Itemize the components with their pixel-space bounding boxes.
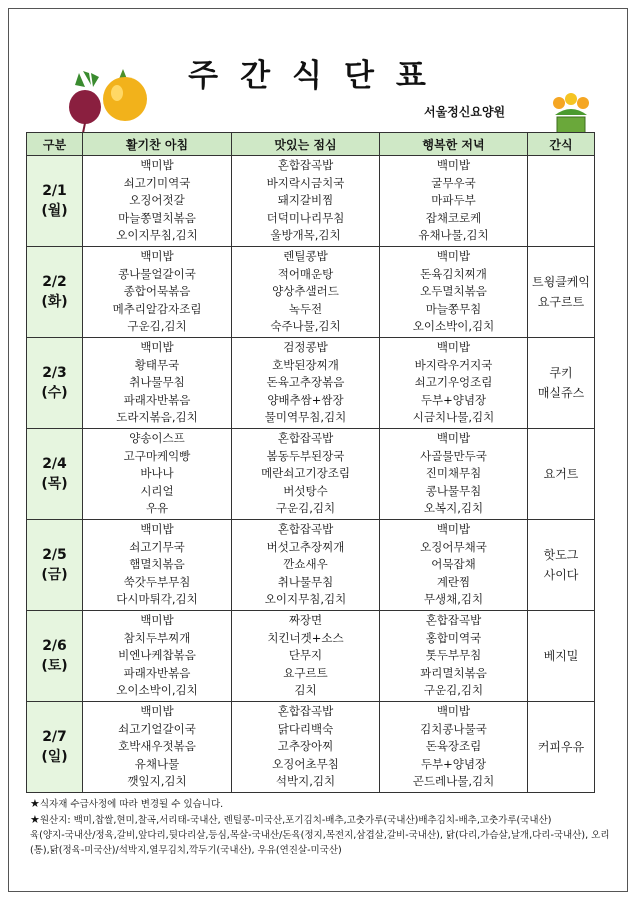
menu-item: 도라지볶음,김치 [116,410,198,425]
snack-cell [528,156,595,247]
menu-item: 메란쇠고기장조림 [261,466,350,481]
menu-item: 취나물무침 [129,375,185,390]
menu-item: 백미밥 [140,522,174,537]
snack-item: 트윙클케익 [532,275,590,289]
day-date: 2/5 [42,547,67,563]
header-category: 구분 [27,133,83,156]
menu-item: 무생채,김치 [423,592,484,607]
menu-item: 콩나물무침 [425,483,482,498]
menu-item: 백미밥 [436,431,471,446]
header-breakfast: 활기찬 아침 [83,133,232,156]
header-dinner: 행복한 저녁 [380,133,528,156]
menu-item: 마늘쫑무침 [425,301,482,316]
day-cell [27,429,83,520]
menu-item: 물미역무침,김치 [264,410,347,425]
menu-item: 요구르트 [283,665,328,680]
day-date: 2/6 [42,638,67,654]
menu-item: 우유 [145,501,169,516]
table-row [27,338,595,429]
menu-item: 오두멸치볶음 [420,284,487,299]
vegetables-icon [61,67,161,133]
table-row [27,156,595,247]
menu-item: 황태무국 [134,357,180,372]
menu-item: 시금치나물,김치 [412,410,495,425]
table-row [27,520,595,611]
day-cell [27,156,83,247]
menu-item: 적어매운탕 [277,266,334,281]
menu-item: 구운김,김치 [275,501,336,516]
menu-item: 유채나물 [134,756,180,771]
breakfast-cell [83,520,232,611]
menu-item: 쇠고기미역국 [123,175,191,190]
menu-item: 울방개목,김치 [270,228,341,243]
menu-item: 백미밥 [140,340,174,355]
snack-cell [528,338,595,429]
menu-item: 메추리알감자조림 [112,301,202,316]
menu-item: 석박지,김치 [275,774,336,789]
menu-item: 고구마케익빵 [123,448,191,463]
menu-item: 햄멸치볶음 [129,557,185,572]
menu-item: 김치 [294,683,317,698]
menu-item: 백미밥 [140,158,174,173]
day-date: 2/4 [42,456,67,472]
menu-item: 백미밥 [140,613,174,628]
menu-item: 백미밥 [436,704,471,719]
lunch-cell [232,429,380,520]
table-row [27,247,595,338]
menu-item: 고추장아찌 [277,739,334,754]
day-of-week: (목) [41,476,68,492]
lunch-cell [232,702,380,793]
page-title: 주간식단표 [188,58,448,94]
menu-item: 구운김,김치 [423,683,484,698]
menu-item: 계란찜 [436,574,471,589]
menu-item: 호박된장찌개 [272,357,339,372]
snack-cell [528,520,595,611]
table-header-row [27,133,595,156]
menu-item: 혼합잡곡밥 [425,613,482,628]
menu-item: 백미밥 [436,158,471,173]
menu-item: 종합어묵볶음 [123,284,191,299]
menu-item: 숙주나물,김치 [270,319,341,334]
table-row [27,611,595,702]
dinner-cell [380,429,528,520]
notes [30,796,610,858]
menu-item: 마파두부 [431,193,476,208]
menu-item: 톳두부무침 [425,648,482,663]
menu-item: 쑥갓두부무침 [123,574,191,589]
menu-item: 콩나물얼갈이국 [118,266,196,281]
day-cell [27,702,83,793]
header-snack: 간식 [528,133,595,156]
menu-item: 오징어젓갈 [129,193,185,208]
breakfast-cell [83,702,232,793]
table-row [27,702,595,793]
snack-cell [528,429,595,520]
day-of-week: (금) [41,567,68,583]
day-date: 2/3 [42,365,67,381]
breakfast-cell [83,156,232,247]
menu-item: 백미밥 [436,522,471,537]
lunch-cell [232,520,380,611]
snack-item: 베지밀 [543,649,579,663]
menu-item: 오징어초무침 [272,756,339,771]
day-cell [27,247,83,338]
day-date: 2/1 [42,183,67,199]
breakfast-cell [83,611,232,702]
menu-item: 구운김,김치 [127,319,187,334]
menu-item: 돈육김치찌개 [420,266,487,281]
menu-item: 시리얼 [140,483,174,498]
menu-item: 참치두부찌개 [123,630,191,645]
snack-item: 핫도그 [543,548,579,562]
menu-item: 오징어무채국 [420,539,487,554]
snack-item: 요구르트 [537,295,585,309]
menu-item: 버섯탕수 [283,483,328,498]
lunch-cell [232,247,380,338]
menu-item: 양배추쌈+쌈장 [267,392,344,407]
snack-item: 사이다 [543,568,579,582]
menu-item: 단무지 [288,648,323,663]
snack-cell [528,247,595,338]
dinner-cell [380,247,528,338]
menu-item: 두부+양념장 [420,756,487,771]
lunch-cell [232,156,380,247]
menu-item: 취나물무침 [277,574,334,589]
menu-item: 깻잎지,김치 [127,774,187,789]
note-origin: ★원산지: 백미,찹쌀,현미,찰곡,서리태-국내산, 렌틸콩-미국산,포기김치-배추,고춧가루(국내산)배추김치-배추,고춧가루(국내산) [30,813,552,826]
menu-item: 파래자반볶음 [123,665,191,680]
menu-item: 꽈리멸치볶음 [420,665,487,680]
menu-item: 치킨너겟+소스 [267,630,344,645]
menu-item: 짜장면 [288,613,323,628]
menu-item: 비엔나케찹볶음 [118,648,196,663]
snack-cell [528,702,595,793]
menu-item: 오이지무침,김치 [264,592,347,607]
menu-item: 봄동두부된장국 [266,448,345,463]
dinner-cell [380,611,528,702]
snack-item: 커피우유 [537,740,585,754]
menu-item: 쇠고기무국 [129,539,185,554]
menu-item: 쇠고기우엉조림 [414,375,493,390]
menu-item: 쇠고기얼갈이국 [118,721,196,736]
note-origin-meat: 육(양지-국내산/정육,갈비,앞다리,뒷다리살,등심,목살-국내산/돈육(정지,목전지,삼겹살,갈비-국내산), 닭(다리,가슴살,날개,다리-국내산), 오리(통),닭(정육-미국산)/석박지,열무김치,깍두기(국내산), 우유(연진살-미국산) [30,830,610,856]
menu-item: 어묵잡채 [431,557,476,572]
menu-item: 녹두전 [288,301,323,316]
menu-item: 두부+양념장 [420,392,487,407]
menu-item: 양상추샐러드 [272,284,339,299]
menu-item: 홍합미역국 [425,630,482,645]
snack-item: 매실쥬스 [537,386,585,400]
dinner-cell [380,338,528,429]
organization-name: 서울정신요양원 [424,105,506,119]
menu-item: 진미채무침 [425,466,482,481]
table-row [27,429,595,520]
snack-cell [528,611,595,702]
menu-item: 유채나물,김치 [418,228,489,243]
menu-item: 오복지,김치 [423,501,484,516]
menu-item: 깐쇼새우 [283,557,328,572]
day-date: 2/2 [42,274,67,290]
menu-item: 혼합잡곡밥 [277,158,334,173]
menu-item: 버섯고추장찌개 [266,539,345,554]
menu-item: 호박새우젓볶음 [118,739,196,754]
menu-item: 백미밥 [140,704,174,719]
menu-item: 혼합잡곡밥 [277,704,334,719]
note-change: ★식자재 수급사정에 따라 변경될 수 있습니다. [30,797,224,810]
menu-item: 닭다리백숙 [277,721,334,736]
snack-item: 요거트 [543,467,579,481]
day-of-week: (수) [41,385,68,401]
menu-item: 백미밥 [436,249,471,264]
breakfast-cell [83,429,232,520]
menu-item: 파래자반볶음 [123,392,191,407]
menu-item: 검정콩밥 [283,340,328,355]
menu-item: 백미밥 [436,340,471,355]
menu-item: 다시마튀각,김치 [116,592,198,607]
menu-item: 김치콩나물국 [420,721,487,736]
day-cell [27,520,83,611]
day-of-week: (토) [41,658,68,674]
menu-item: 굴무우국 [431,175,476,190]
menu-item: 마늘쫑멸치볶음 [118,210,196,225]
menu-item: 양송이스프 [129,431,185,446]
menu-item: 오이소박이,김치 [412,319,495,334]
menu-item: 백미밥 [140,249,174,264]
breakfast-cell [83,247,232,338]
day-of-week: (화) [41,294,68,310]
menu-item: 오이지무침,김치 [116,228,198,243]
menu-item: 곤드레나물,김치 [412,774,495,789]
menu-item: 혼합잡곡밥 [277,431,334,446]
menu-item: 돈육고추장볶음 [266,375,345,390]
lunch-cell [232,338,380,429]
day-of-week: (월) [41,203,68,219]
day-of-week: (일) [41,749,68,765]
menu-item: 바지락시금치국 [266,175,345,190]
menu-item: 혼합잡곡밥 [277,522,334,537]
day-date: 2/7 [42,729,67,745]
weekly-menu-table [26,132,595,793]
menu-item: 돈육장조림 [425,739,482,754]
menu-item: 오이소박이,김치 [116,683,198,698]
dinner-cell [380,702,528,793]
dinner-cell [380,520,528,611]
breakfast-cell [83,338,232,429]
day-cell [27,338,83,429]
day-cell [27,611,83,702]
menu-item: 사골물만두국 [420,448,487,463]
snack-item: 쿠키 [549,366,573,380]
lunch-cell [232,611,380,702]
menu-item: 바지락우거지국 [414,357,493,372]
menu-item: 렌틸콩밥 [283,249,328,264]
menu-item: 바나나 [140,466,174,481]
menu-item: 돼지갈비찜 [277,193,334,208]
dinner-cell [380,156,528,247]
menu-item: 더덕미나리무침 [266,210,345,225]
menu-item: 잡채코로케 [425,210,482,225]
header-lunch: 맛있는 점심 [232,133,380,156]
